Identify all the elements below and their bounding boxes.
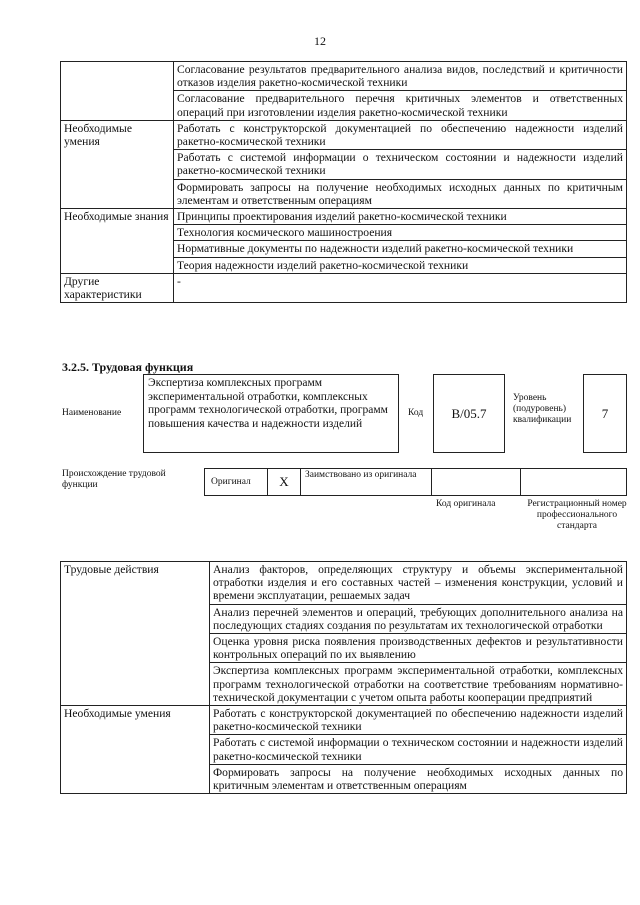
action-item: Анализ перечней элементов и операций, требующих дополнительного анализа на последующих стадиях создания по результатам их технологической отработки (210, 604, 627, 633)
origin-row (205, 468, 627, 496)
skill-item: Работать с системой информации о техническом состоянии и надежности изделий ракетно-космической техники (210, 735, 627, 764)
other-value: - (174, 273, 627, 302)
table-row (61, 209, 627, 225)
name-label: Наименование (62, 408, 122, 418)
page-number: 12 (314, 34, 326, 48)
level-label: Уровень (подуровень) квалификации (513, 393, 572, 425)
action-item: Оценка уровня риска появления производственных дефектов и результативности контрольных операций по их выявлению (210, 634, 627, 663)
origin-label: Происхождение трудовой функции (62, 469, 166, 490)
knowledge-label: Необходимые знания (61, 209, 174, 274)
table-row (61, 62, 627, 91)
skill-item: Работать с конструкторской документацией по обеспечению надежности изделий ракетно-космической техники (210, 706, 627, 735)
skills-label: Необходимые умения (61, 706, 210, 794)
knowledge-item: Теория надежности изделий ракетно-космической техники (174, 257, 627, 273)
code-original-cell (431, 468, 521, 496)
section-title: 3.2.5. Трудовая функция (62, 360, 194, 374)
skills-label: Необходимые умения (61, 120, 174, 208)
knowledge-item: Нормативные документы по надежности изделий ракетно-космической техники (174, 241, 627, 257)
skill-item: Формировать запросы на получение необходимых исходных данных по критичным элементам и ответственным операциям (210, 764, 627, 793)
level-value-box: 7 (583, 374, 627, 453)
action-item: Экспертиза комплексных программ экспериментальной отработки, комплексных программ технологической отработки на соответствие требованиям нормативно-технической документации с учетом опыта работы кооперации предприятий (210, 663, 627, 706)
table-row (61, 120, 627, 149)
code-label: Код (408, 408, 424, 418)
continuation-item: Согласование результатов предварительного анализа видов, последствий и критичности отказов изделия ракетно-космической техники (174, 62, 627, 91)
empty-label-cell (61, 62, 174, 121)
code-value-box: B/05.7 (433, 374, 505, 453)
table-row (61, 273, 627, 302)
reg-number-label: Регистрационный номер профессионального стандарта (527, 499, 627, 531)
actions-label: Трудовые действия (61, 562, 210, 706)
original-cell (204, 468, 268, 496)
table-row (61, 562, 627, 605)
borrowed-cell: Заимствовано из оригинала (300, 468, 432, 496)
top-requirements-table (60, 61, 627, 303)
action-item: Анализ факторов, определяющих структуру и объемы экспериментальной отработки изделия и его составных частей – изменения конструкции, условий и времени эксплуатации, решаемых задач (210, 562, 627, 605)
skill-item: Работать с конструкторской документацией по обеспечению надежности изделий ракетно-космической техники (174, 120, 627, 149)
knowledge-item: Принципы проектирования изделий ракетно-космической техники (174, 209, 627, 225)
bottom-function-table (60, 561, 627, 794)
skill-item: Работать с системой информации о техническом состоянии и надежности изделий ракетно-космической техники (174, 150, 627, 179)
original-mark-cell: X (267, 468, 301, 496)
original-label: Оригинал (211, 476, 251, 487)
reg-number-cell (520, 468, 627, 496)
skill-item: Формировать запросы на получение необходимых исходных данных по критичным элементам и ответственным операциям (174, 179, 627, 208)
table-row (61, 706, 627, 735)
code-original-label: Код оригинала (436, 499, 496, 509)
other-label: Другие характеристики (61, 273, 174, 302)
continuation-item: Согласование предварительного перечня критичных элементов и ответственных операций при изготовлении изделия ракетно-космической техники (174, 91, 627, 120)
knowledge-item: Технология космического машиностроения (174, 225, 627, 241)
function-name-box: Экспертиза комплексных программ экспериментальной отработки, комплексных программ технологической отработки, программ повышения качества и надежности изделий (143, 374, 399, 453)
